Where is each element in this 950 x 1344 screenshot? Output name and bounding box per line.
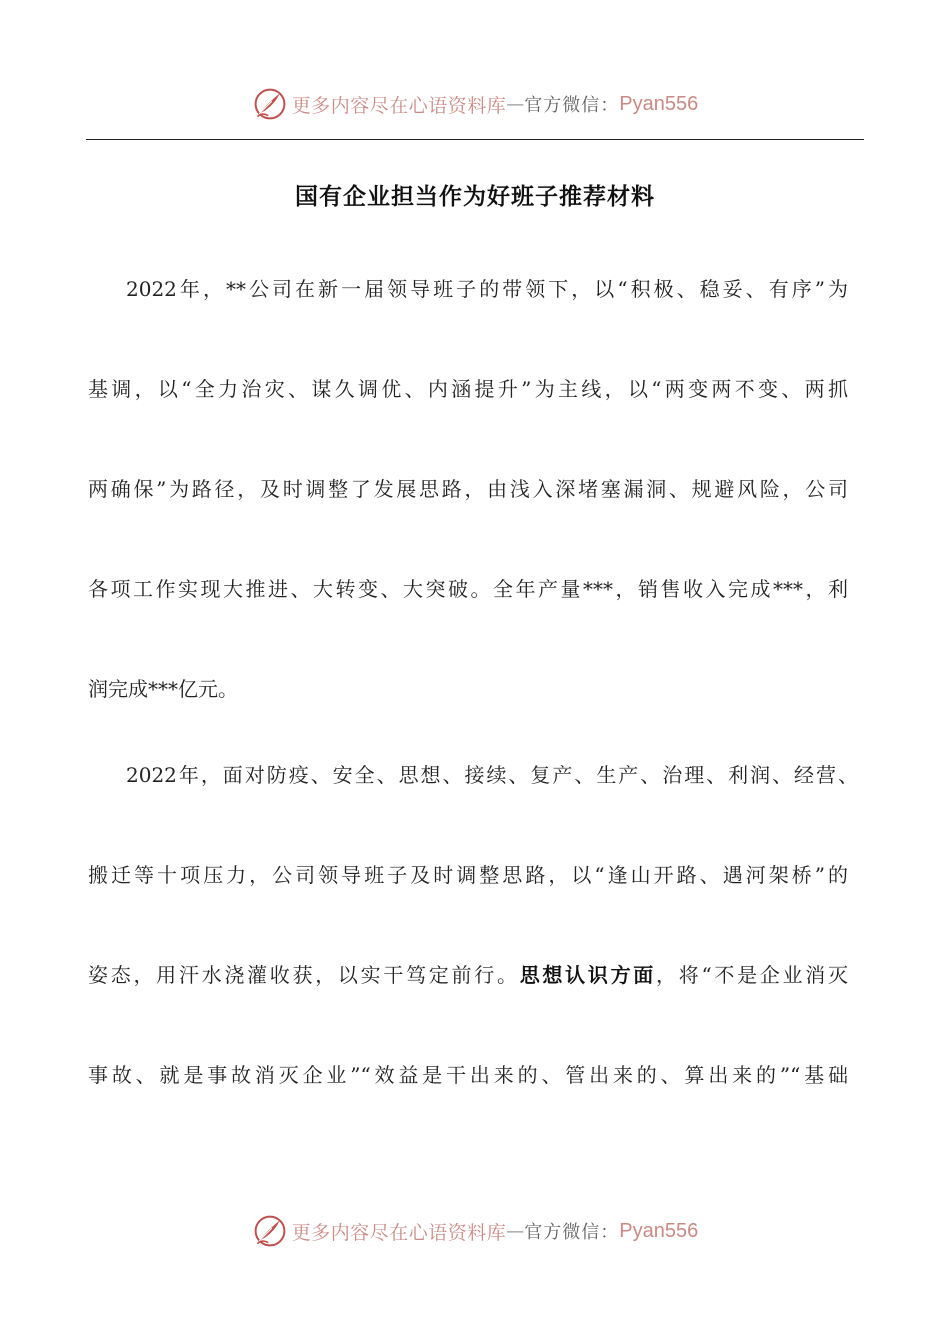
header-banner	[0, 84, 950, 124]
paragraph-1-line-2: 基调，以“全力治灾、谋久调优、内涵提升”为主线，以“两变两不变、两抓	[88, 377, 848, 401]
banner-text: 更多内容尽在心语资料库	[291, 1221, 507, 1244]
banner-text: 更多内容尽在心语资料库	[291, 94, 507, 117]
quill-logo-icon	[252, 1213, 288, 1249]
banner-dash: —	[506, 1220, 525, 1242]
quill-logo-icon	[252, 86, 288, 122]
document-title: 国有企业担当作为好班子推荐材料	[295, 184, 655, 210]
bold-heading-thought: 思想认识方面	[519, 963, 657, 987]
banner-official-label: 官方微信：	[524, 95, 620, 116]
banner-wechat-id: Pyan556	[619, 92, 699, 115]
paragraph-2-line-1: 2022年，面对防疫、安全、思想、接续、复产、生产、治理、利润、经营、	[126, 763, 858, 787]
banner-wechat-id: Pyan556	[619, 1219, 699, 1242]
paragraph-2-line-2: 搬迁等十项压力，公司领导班子及时调整思路，以“逢山开路、遇河架桥”的	[88, 863, 848, 887]
footer-banner	[0, 1211, 950, 1251]
paragraph-2-line-4: 事故、就是事故消灭企业”“效益是干出来的、管出来的、算出来的”“基础	[88, 1063, 848, 1087]
paragraph-1-line-5: 润完成***亿元。	[88, 677, 238, 701]
paragraph-2-line-3-text: 姿态，用汗水浇灌收获，以实干笃定前行。	[88, 963, 520, 987]
paragraph-1-line-3: 两确保”为路径，及时调整了发展思路，由浅入深堵塞漏洞、规避风险，公司	[88, 477, 848, 501]
header-divider	[86, 139, 864, 140]
paragraph-2-line-3-tail: ，将“不是企业消灭	[656, 963, 849, 987]
paragraph-1-line-1: 2022年，**公司在新一届领导班子的带领下，以“积极、稳妥、有序”为	[126, 277, 848, 301]
paragraph-1-line-4: 各项工作实现大推进、大转变、大突破。全年产量***，销售收入完成***，利	[88, 577, 848, 601]
paragraph-2-line-3	[88, 959, 848, 988]
banner-dash: —	[506, 93, 525, 115]
banner-official-label: 官方微信：	[524, 1222, 620, 1243]
